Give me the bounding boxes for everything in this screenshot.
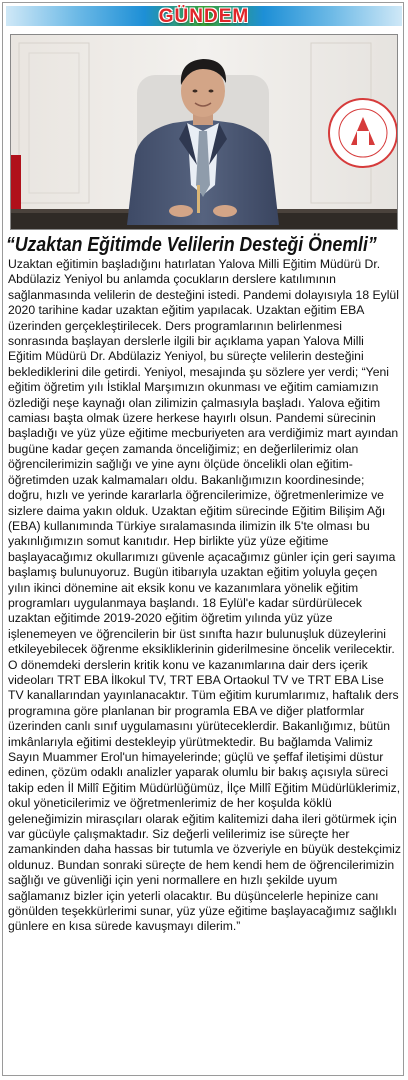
person-at-desk-photo — [11, 35, 397, 229]
article-body: Uzaktan eğitimin başladığını hatırlatan Yalova Milli Eğitim Müdürü Dr. Abdülaziz Yeniyol bu anlamda çocukların derslere katılımının sağlanmasında velilerin de desteğini istedi. Pandemi dolayısıyla 18 Eylül 2020 tarihine kadar uzaktan eğitim yapılacak. Uzaktan eğitim EBA üzerinden gerçekleştirilecek. Ders programlarının belirlenmesi sonrasında başlayan derslerle ilgili bir açıklama yapan Yalova Milli Eğitim Müdürü Dr. Abdülaziz Yeniyol, bu süreçte velilerin desteğini beklediklerini dile getirdi. Yeniyol, mesajında şu sözlere yer verdi; “Yeni eğitim öğretim yılı İstiklal Marşımızın okunması ve eğitim camiamızın özlediği neşe kaynağı olan zilimizin çalmasıyla başladı. Yalova eğitim camiası başta olmak üzere herkese hayırlı olsun. Pandemi sürecinin başladığı ve yüz yüze eğitime mecburiyeten ara verdiğimiz mart ayından bugüne kadar geçen zamanda önceliğimiz; en değerlilerimiz olan öğrencilerimizin sağlığı ve yine aynı ölçüde öncelikli olan eğitim-öğretimden uzak kalmamaları oldu. Bakanlığımızın koordinesinde; doğru, hızlı ve yerinde kararlarla öğrencilerimize, öğretmenlerimize ve sizlere daima yakın olduk. Uzaktan eğitim sürecinde Eğitim Bilişim Ağı (EBA) kullanımında Türkiye sıralamasında ilimizin ilk 5'te olması bu yakınlığımızın somut kanıtıdır. Hep birlikte yüz yüze eğitime başlayacağımız okullarımızı güvenle açacağımız günler için geri sayıma başlamış bulunuyoruz. Bugün itibarıyla uzaktan eğitim yoluyla geçen yılın ikinci döneminе ait eksik konu ve kazanımlara yönelik eğitim programları uygulanmaya başlandı. 18 Eylül'e kadar sürdürülecek uzaktan eğitimde 2019-2020 eğitim öğretim yılında yüz yüze işlenemeyen ve öğrencilerin bir üst sınıfta hazır bulunuşluk düzeylerini etkileyebilecek öğrenme eksikliklerinin giderilmesine öncelik verilecektir. O dönemdeki derslerin kritik konu ve kazanımlarına dair ders içerik videoları TRT EBA İlkokul TV, TRT EBA Ortaokul TV ve TRT EBA Lise TV kanallarından yayınlanacaktır. Tüm eğitim kurumlarımız, haftalık ders programına göre planlanan bir programla EBA ve diğer platformlar üzerinden canlı sınıf uygulamasını yürüteceklerdir. Bakanlığımız, bütün imkânlarıyla eğitimi destekleyip yürütmektedir. Bu bağlamda Valimiz Sayın Muammer Erol'un himayelerinde; güçlü ve şeffaf iletişimi düstur edinen, çözüm odaklı analizler yaparak olumlu bir bakış açısıyla süreci takip eden İl Millî Eğitim Müdürlüğümüz, İlçe Millî Eğitim Müdürlüklerimiz, okul yöneticilerimiz ve öğretmenlerimiz de her koşulda köklü geleneğimizin mirasçıları olarak eğitim kalitemizi daha ileri götürmek için var gücüyle çalışmaktadır. Siz değerli velilerimiz ise süreçte her zamankinden daha hassas bir tutumla ve özveriyle en büyük destekçimiz oldunuz. Bundan sonraki süreçte de hem kendi hem de öğrencilerimizin sağlığı ve güvenliği için yeni normallere en hızlı şekilde uyum sağlamanız bizler için yeterli olacaktır. Bu düşüncelerle hepinize canı gönülden teşekkürlerimi sunar, yüz yüze eğitime başlayacağımız sağlıklı günlere en kısa sürede kavuşmayı dilerim.” — [8, 257, 401, 934]
article-headline: “Uzaktan Eğitimde Velilerin Desteği Önemli” — [6, 233, 377, 256]
section-label: GÜNDEM — [158, 6, 250, 27]
article-photo — [10, 34, 398, 230]
